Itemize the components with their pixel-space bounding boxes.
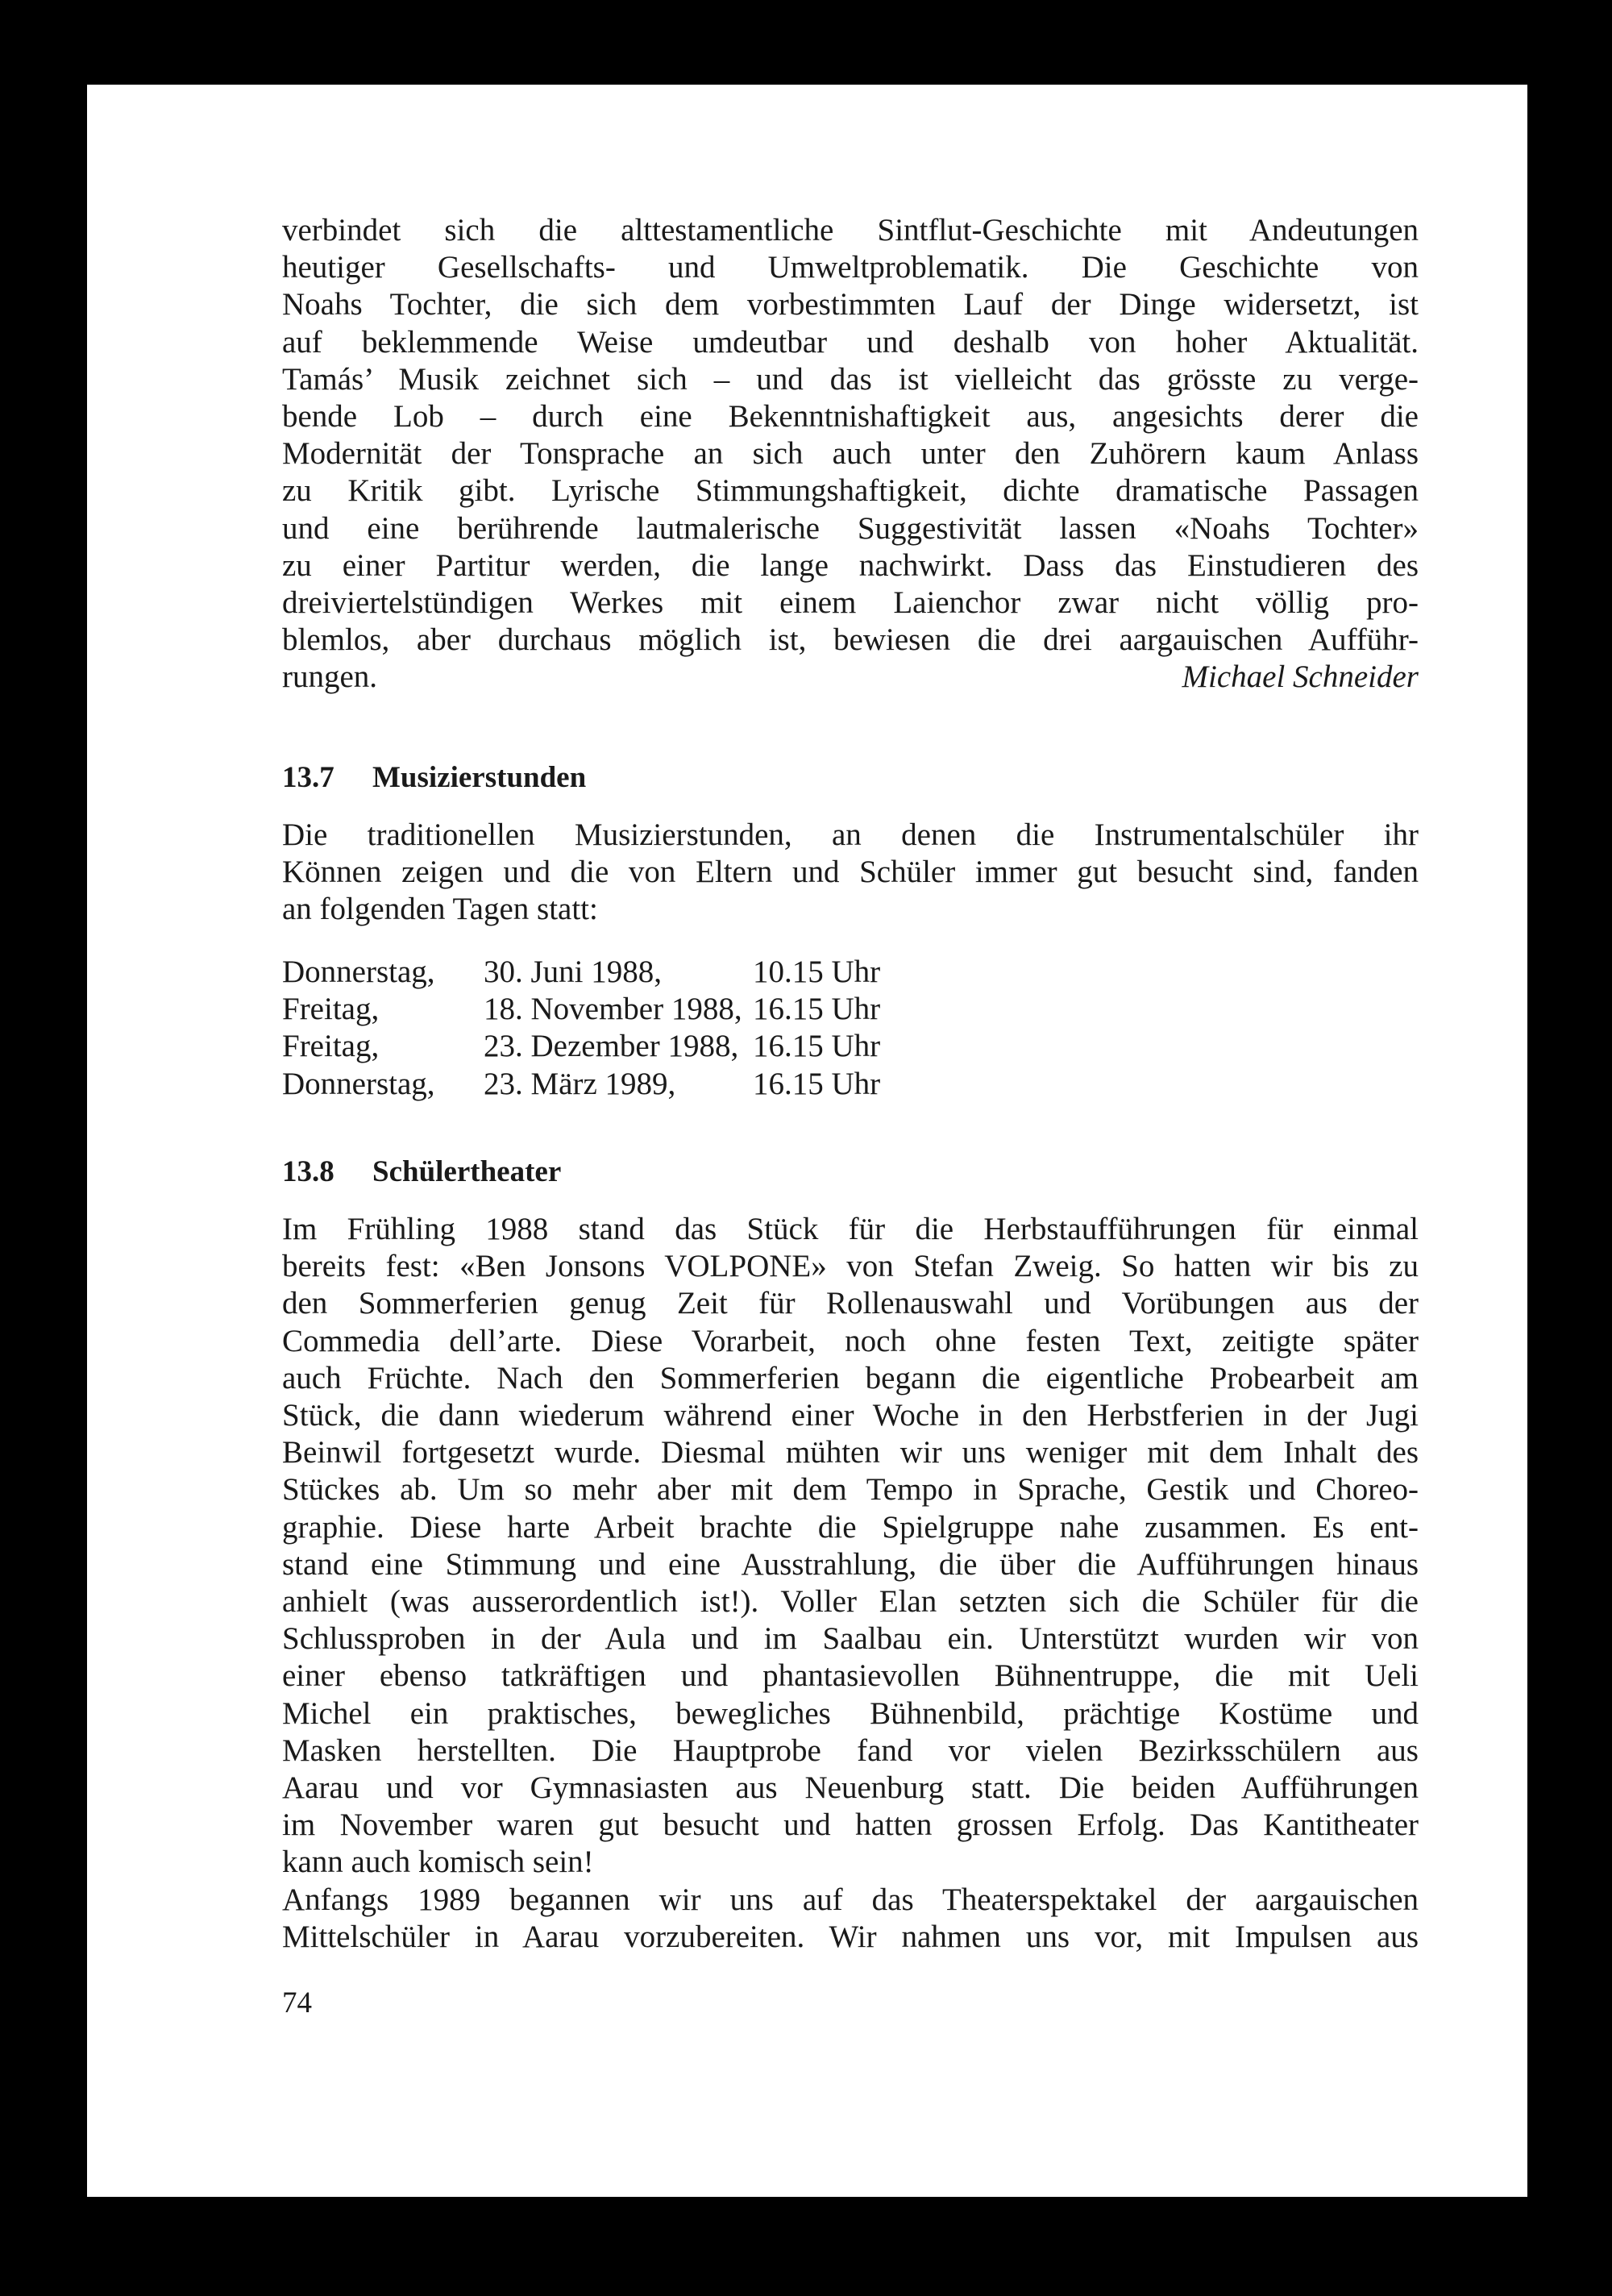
date-cell: 23. Dezember 1988,: [484, 1029, 739, 1064]
dates-table: [282, 954, 930, 1103]
review-text: [282, 212, 1419, 697]
time-cell: 10.15 Uhr: [753, 955, 881, 989]
text-line: Die traditionellen Musizierstunden, an denen die Instrumentalschüler ihr: [282, 817, 1419, 852]
schuelertheater-body: [282, 1211, 1419, 1956]
text-line: Noahs Tochter, die sich dem vorbestimmten Lauf der Dinge widersetzt, ist: [282, 287, 1419, 322]
section-number: 13.7: [282, 761, 334, 794]
text-line: an folgenden Tagen statt:: [282, 892, 598, 927]
text-line: Commedia dell’arte. Diese Vorarbeit, noch ohne festen Text, zeitigte später: [282, 1323, 1419, 1358]
time-cell: 16.15 Uhr: [753, 1066, 881, 1101]
text-line: Stück, die dann wiederum während einer Woche in den Herbstferien in der Jugi: [282, 1398, 1419, 1433]
text-line: Stückes ab. Um so mehr aber mit dem Tempo in Sprache, Gestik und Choreo-: [282, 1472, 1419, 1508]
section-number: 13.8: [282, 1155, 334, 1188]
text-line: graphie. Diese harte Arbeit brachte die Spielgruppe nahe zusammen. Es ent-: [282, 1509, 1419, 1545]
text-line: Im Frühling 1988 stand das Stück für die Herbstaufführungen für einmal: [282, 1212, 1419, 1246]
day-cell: Donnerstag,: [282, 1066, 435, 1101]
page-number: 74: [282, 1986, 312, 2019]
table-row: [282, 1066, 930, 1103]
text-line: Tamás’ Musik zeichnet sich – und das ist vielleicht das grösste zu verge-: [282, 361, 1419, 397]
text-line: bereits fest: «Ben Jonsons VOLPONE» von Stefan Zweig. So hatten wir bis zu: [282, 1249, 1419, 1284]
intro-text: [282, 817, 1419, 929]
text-line: auch Früchte. Nach den Sommerferien begann die eigentliche Probearbeit am: [282, 1360, 1419, 1395]
day-cell: Freitag,: [282, 1029, 380, 1064]
day-cell: Donnerstag,: [282, 955, 435, 989]
section-title: Musizierstunden: [372, 761, 587, 794]
text-line: den Sommerferien genug Zeit für Rollenauswahl und Vorübungen aus der: [282, 1286, 1419, 1321]
text-line: Masken herstellten. Die Hauptprobe fand vor vielen Bezirksschülern aus: [282, 1732, 1419, 1768]
time-cell: 16.15 Uhr: [753, 1029, 881, 1064]
text-line: heutiger Gesellschafts- und Umweltproblematik. Die Geschichte von: [282, 250, 1419, 285]
text-line: anhielt (was ausserordentlich ist!). Voller Elan setzten sich die Schüler für die: [282, 1584, 1419, 1620]
theater-paragraph-2: [282, 1882, 1419, 1956]
table-row: [282, 991, 930, 1028]
text-line: Schlussproben in der Aula und im Saalbau ein. Unterstützt wurden wir von: [282, 1621, 1419, 1657]
text-line: im November waren gut besucht und hatten grossen Erfolg. Das Kantitheater: [282, 1807, 1419, 1843]
section-title: Schülertheater: [372, 1155, 562, 1188]
section-heading-13-8: [282, 1154, 561, 1189]
text-line: einer ebenso tatkräftigen und phantasievollen Bühnentruppe, die mit Ueli: [282, 1658, 1419, 1694]
text-line: bende Lob – durch eine Bekenntnishaftigkeit aus, angesichts derer die: [282, 399, 1419, 435]
review-paragraph: [282, 212, 1419, 697]
text-line: auf beklemmende Weise umdeutbar und deshalb von hoher Aktualität.: [282, 324, 1419, 360]
text-line: Können zeigen und die von Eltern und Schüler immer gut besucht sind, fanden: [282, 855, 1419, 890]
review-author: Michael Schneider: [1182, 659, 1419, 695]
time-cell: 16.15 Uhr: [753, 992, 881, 1027]
text-line: Anfangs 1989 begannen wir uns auf das Theaterspektakel der aargauischen: [282, 1882, 1419, 1917]
text-line: Michel ein praktisches, bewegliches Bühnenbild, prächtige Kostüme und: [282, 1695, 1419, 1731]
table-row: [282, 954, 930, 991]
text-line: dreiviertelstündigen Werkes mit einem Laienchor zwar nicht völlig pro-: [282, 585, 1419, 621]
section-heading-13-7: [282, 760, 586, 795]
review-signoff: [282, 659, 1419, 696]
text-line: Beinwil fortgesetzt wurde. Diesmal mühten wir uns weniger mit dem Inhalt des: [282, 1435, 1419, 1470]
musizierstunden-intro: [282, 817, 1419, 929]
text-line: Modernität der Tonsprache an sich auch unter den Zuhörern kaum Anlass: [282, 436, 1419, 472]
text-line: rungen.: [282, 659, 378, 695]
date-cell: 23. März 1989,: [484, 1066, 676, 1101]
text-line: verbindet sich die alttestamentliche Sintflut-Geschichte mit Andeutungen: [282, 213, 1419, 247]
text-line: stand eine Stimmung und eine Ausstrahlung, die über die Aufführungen hinaus: [282, 1546, 1419, 1582]
date-cell: 30. Juni 1988,: [484, 955, 663, 989]
text-line: zu Kritik gibt. Lyrische Stimmungshaftigkeit, dichte dramatische Passagen: [282, 473, 1419, 509]
text-line: und eine berührende lautmalerische Suggestivität lassen «Noahs Tochter»: [282, 510, 1419, 546]
text-line: kann auch komisch sein!: [282, 1845, 594, 1880]
day-cell: Freitag,: [282, 992, 380, 1027]
text-line: Mittelschüler in Aarau vorzubereiten. Wir nahmen uns vor, mit Impulsen aus: [282, 1919, 1419, 1954]
text-line: Aarau und vor Gymnasiasten aus Neuenburg statt. Die beiden Aufführungen: [282, 1770, 1419, 1806]
text-line: blemlos, aber durchaus möglich ist, bewiesen die drei aargauischen Aufführ-: [282, 622, 1419, 658]
table-row: [282, 1028, 930, 1065]
theater-paragraph-1: [282, 1211, 1419, 1882]
date-cell: 18. November 1988,: [484, 992, 742, 1027]
text-line: zu einer Partitur werden, die lange nachwirkt. Dass das Einstudieren des: [282, 547, 1419, 583]
document-page: [87, 85, 1527, 2197]
